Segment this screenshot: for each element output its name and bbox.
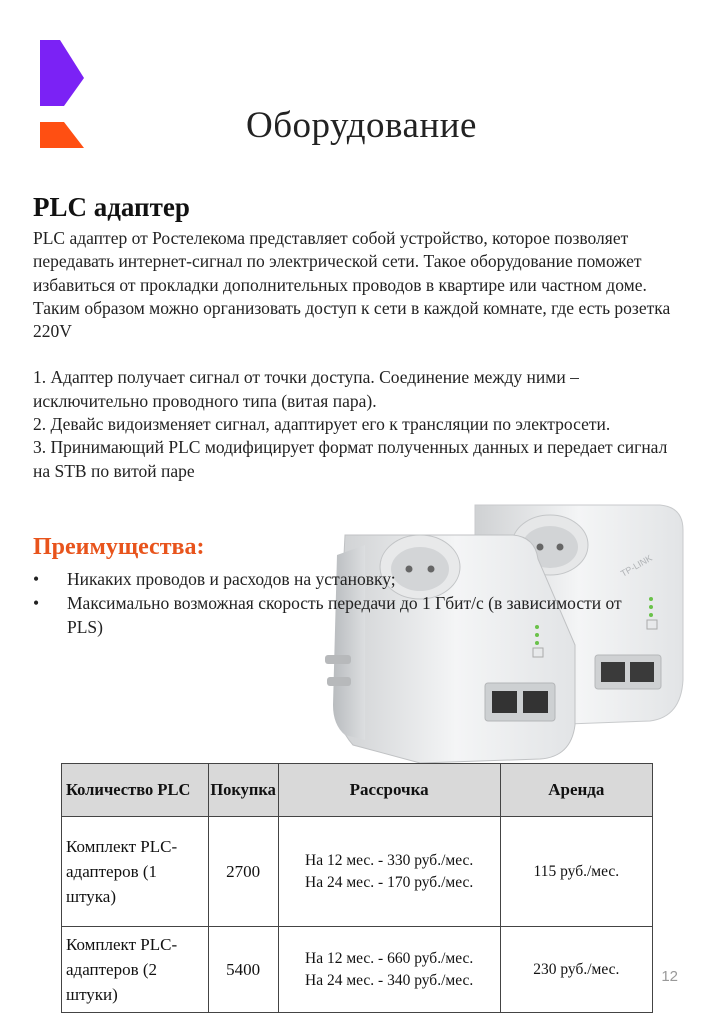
installment-12: На 12 мес. - 330 руб./мес. [305, 851, 474, 869]
bullet-icon: • [33, 593, 40, 613]
advantages-list [33, 567, 633, 639]
step-item: 2. Девайс видоизменяет сигнал, адаптирует его к трансляции по электросети. [33, 414, 611, 435]
page-title: Оборудование [246, 105, 477, 146]
cell-installment [278, 927, 500, 1013]
installment-24: На 24 мес. - 340 руб./мес. [305, 971, 474, 989]
table-row [62, 817, 653, 927]
column-header-quantity: Количество PLC [62, 764, 209, 817]
installment-24: На 24 мес. - 170 руб./мес. [305, 873, 474, 891]
bullet-icon: • [33, 569, 40, 589]
cell-price: 5400 [208, 927, 278, 1013]
advantages-title: Преимущества: [33, 534, 205, 560]
table-row [62, 927, 653, 1013]
cell-price: 2700 [208, 817, 278, 927]
page-number: 12 [661, 968, 678, 985]
description-text [33, 227, 688, 483]
brand-label: TP-LINK [619, 552, 654, 579]
cell-name: Комплект PLC-адаптеров (1 штука) [62, 817, 209, 927]
list-item [33, 567, 633, 591]
step-item: 3. Принимающий PLC модифицирует формат полученных данных и передает сигнал на STB по витой паре [33, 437, 668, 481]
list-item-text: Никаких проводов и расходов на установку; [67, 569, 396, 589]
column-header-rent: Аренда [500, 764, 652, 817]
cell-installment [278, 817, 500, 927]
cell-rent: 230 руб./мес. [500, 927, 652, 1013]
column-header-installment: Рассрочка [278, 764, 500, 817]
pricing-table [61, 763, 653, 1013]
installment-12: На 12 мес. - 660 руб./мес. [305, 949, 474, 967]
paragraph: Таким образом можно организовать доступ к сети в каждой комнате, где есть розетка 220V [33, 297, 671, 342]
list-item [33, 591, 633, 639]
table-header-row [62, 764, 653, 817]
paragraph: PLC адаптер от Ростелекома представляет собой устройство, которое позволяет передавать интернет-сигнал по электрической сети. Такое оборудование поможет избавиться от прокладки дополнительных проводов в квартире или частном доме. [33, 228, 647, 295]
cell-name: Комплект PLC-адаптеров (2 штуки) [62, 927, 209, 1013]
section-subtitle: PLC адаптер [33, 192, 190, 222]
cell-rent: 115 руб./мес. [500, 817, 652, 927]
list-item-text: Максимально возможная скорость передачи до 1 Гбит/с (в зависимости от PLS) [67, 593, 622, 637]
step-item: 1. Адаптер получает сигнал от точки доступа. Соединение между ними – исключительно проводного типа (витая пара). [33, 367, 579, 411]
column-header-purchase: Покупка [208, 764, 278, 817]
